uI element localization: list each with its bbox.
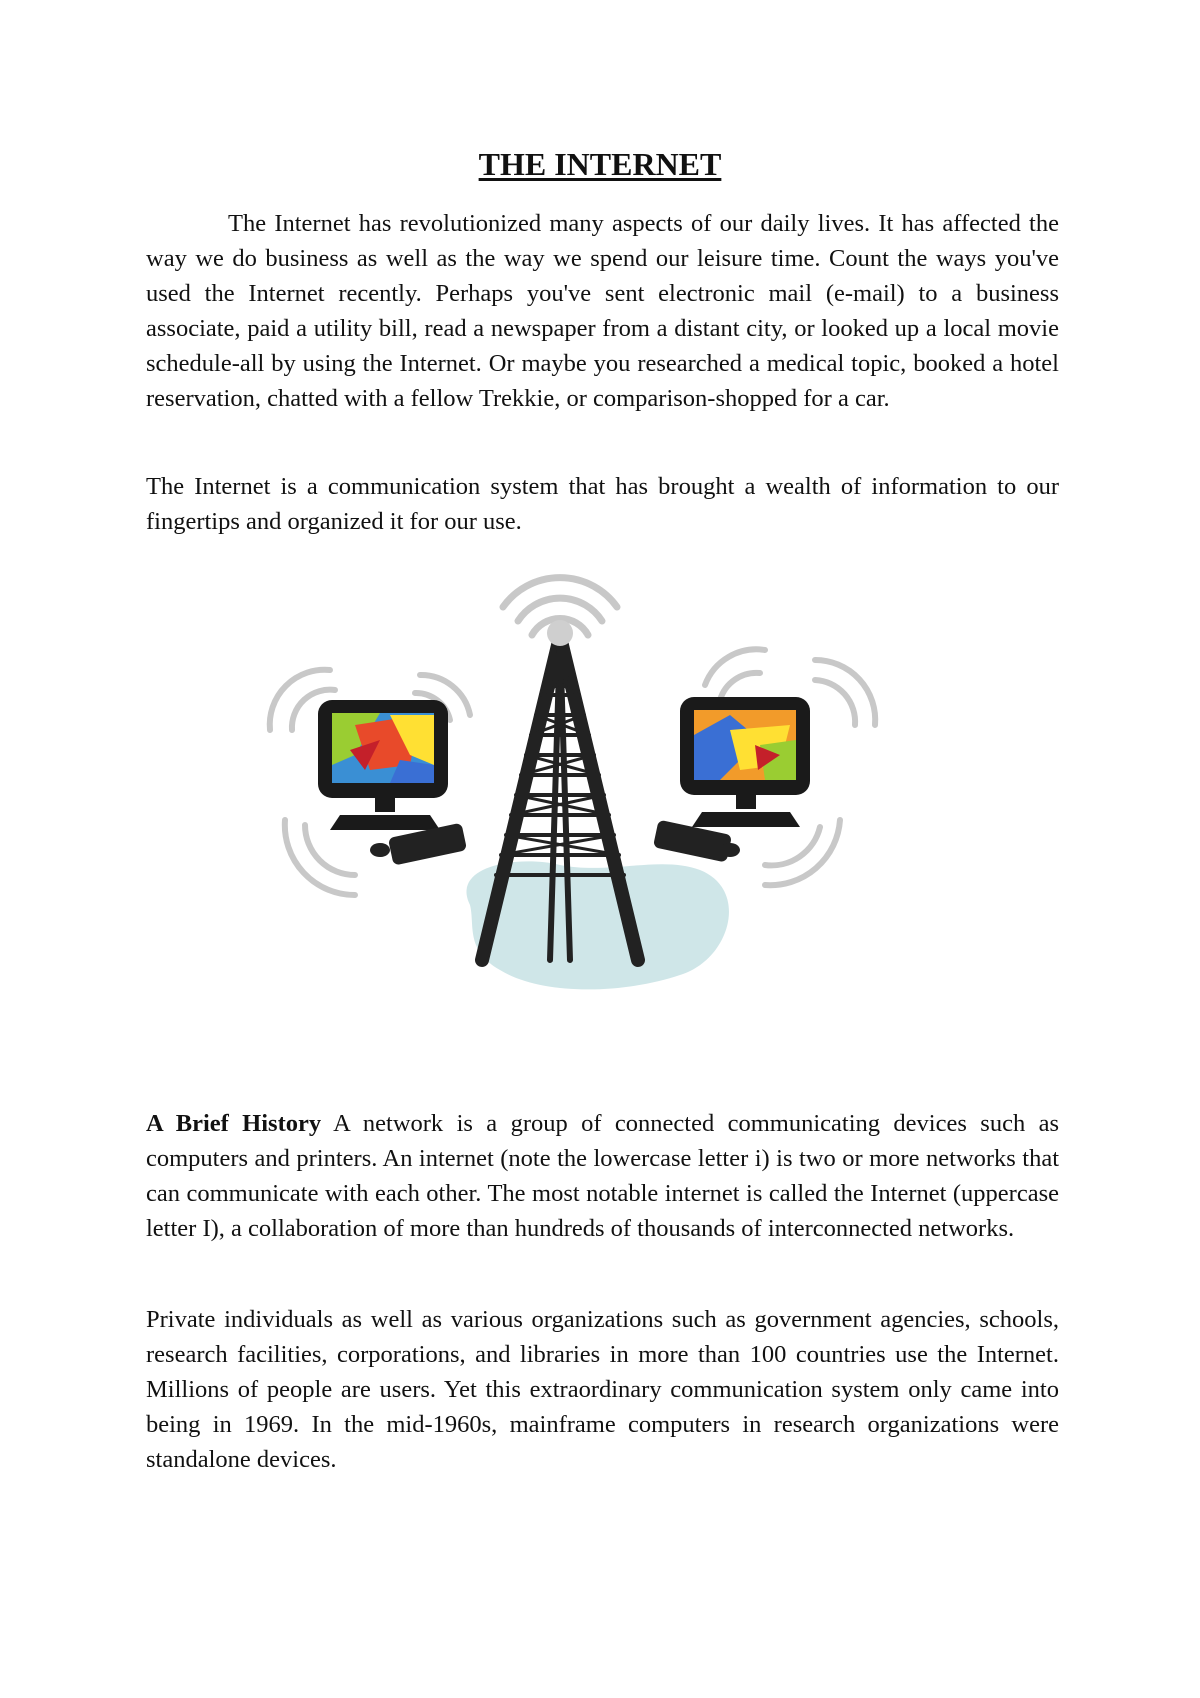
desktop-computer-icon — [653, 697, 810, 863]
users-paragraph: Private individuals as well as various organizations such as government agencies, schools, research facilities, corporations, and libraries in more than 100 countries use the Internet. Millions of people are users. Yet this extraordinary communication system only came into being in 1969. In the mid-1960s, mainframe computers in research organizations were standalone devices. — [146, 1306, 1059, 1473]
page-title: THE INTERNET — [478, 146, 722, 182]
history-heading: A Brief History — [146, 1110, 322, 1137]
intro-paragraph: The Internet has revolutionized many aspects of our daily lives. It has affected the way we do business as well as the way we spend our leisure time. Count the ways you've used the Internet recently. Perhaps you've sent electronic mail (e-mail) to a business associate, paid a utility bill, read a newspaper from a distant city, or looked up a local movie schedule-all by using the Internet. Or maybe you researched a medical topic, booked a hotel reservation, chatted with a fellow Trekkie, or comparison-shopped for a car. — [146, 210, 1059, 412]
internet-network-illustration — [260, 565, 940, 1025]
definition-paragraph: The Internet is a communication system that has brought a wealth of information to our fingertips and organized it for our use. — [146, 473, 1059, 535]
history-text: A network is a group of connected communicating devices such as computers and printers. An internet (note the lowercase letter i) is two or more networks that can communicate with each other. The most notable internet is called the Internet (uppercase letter I), a collaboration of more than hundreds of thousands of interconnected networks. — [146, 1110, 1059, 1242]
desktop-computer-icon — [318, 700, 467, 866]
antenna-tip — [547, 620, 573, 646]
history-paragraph — [146, 1106, 1059, 1246]
